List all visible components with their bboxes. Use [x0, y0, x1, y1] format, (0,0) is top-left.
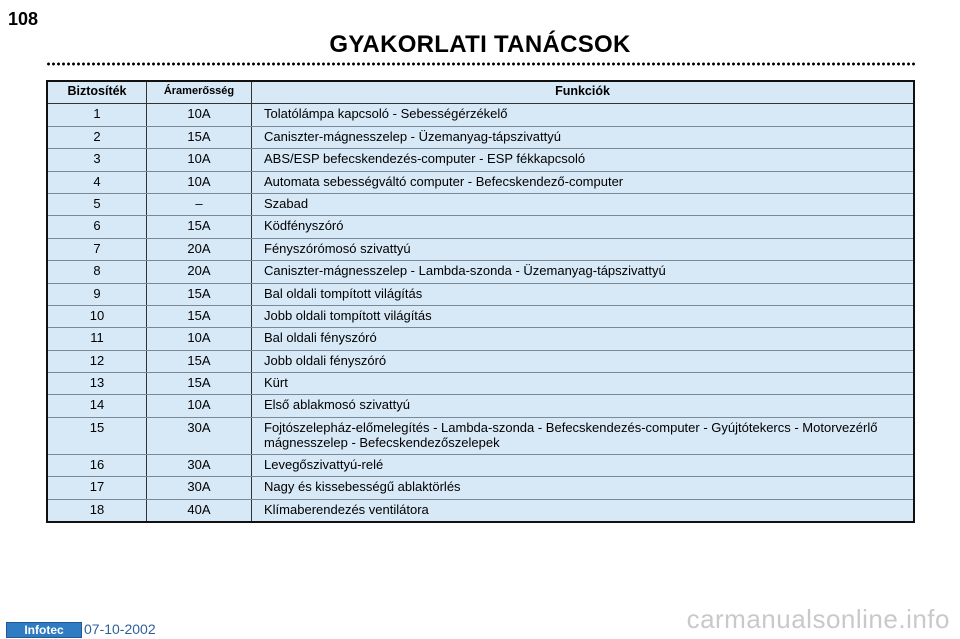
function-cell: Jobb oldali fényszóró: [252, 350, 915, 372]
fuse-number-cell: 6: [47, 216, 147, 238]
fuse-number-cell: 5: [47, 193, 147, 215]
fuse-number-cell: 9: [47, 283, 147, 305]
header-functions: Funkciók: [252, 81, 915, 104]
amperage-cell: 15A: [147, 305, 252, 327]
amperage-cell: 40A: [147, 499, 252, 522]
amperage-cell: 20A: [147, 261, 252, 283]
amperage-cell: 30A: [147, 477, 252, 499]
header-amperage: Áramerősség: [147, 81, 252, 104]
fuse-number-cell: 8: [47, 261, 147, 283]
fuse-number-cell: 3: [47, 149, 147, 171]
function-cell: Caniszter-mágnesszelep - Lambda-szonda - Üzemanyag-tápszivattyú: [252, 261, 915, 283]
table-row: [47, 238, 914, 260]
fuse-number-cell: 14: [47, 395, 147, 417]
table-row: [47, 261, 914, 283]
function-cell: Fényszórómosó szivattyú: [252, 238, 915, 260]
header-fuse: Biztosíték: [47, 81, 147, 104]
function-cell: Caniszter-mágnesszelep - Üzemanyag-tápszivattyú: [252, 126, 915, 148]
amperage-cell: 10A: [147, 149, 252, 171]
function-cell: Klímaberendezés ventilátora: [252, 499, 915, 522]
amperage-cell: 30A: [147, 417, 252, 454]
page-number: 108: [8, 9, 39, 29]
fuse-number-cell: 12: [47, 350, 147, 372]
amperage-cell: 15A: [147, 350, 252, 372]
amperage-cell: 15A: [147, 283, 252, 305]
fuse-table-body: [47, 104, 914, 522]
fuse-number-cell: 10: [47, 305, 147, 327]
table-row: [47, 171, 914, 193]
infotec-logo: Infotec: [6, 622, 82, 638]
amperage-cell: –: [147, 193, 252, 215]
amperage-cell: 15A: [147, 126, 252, 148]
function-cell: Első ablakmosó szivattyú: [252, 395, 915, 417]
function-cell: Fojtószelepház-előmelegítés - Lambda-szonda - Befecskendezés-computer - Gyújtótekercs - Motorvezérlő mágnesszelep - Befecskendezőszelepek: [252, 417, 915, 454]
function-cell: Szabad: [252, 193, 915, 215]
amperage-cell: 15A: [147, 216, 252, 238]
amperage-cell: 30A: [147, 454, 252, 476]
table-row: [47, 477, 914, 499]
function-cell: ABS/ESP befecskendezés-computer - ESP fékkapcsoló: [252, 149, 915, 171]
amperage-cell: 15A: [147, 373, 252, 395]
fuse-number-cell: 16: [47, 454, 147, 476]
table-header-row: [47, 81, 914, 104]
table-row: [47, 283, 914, 305]
function-cell: Ködfényszóró: [252, 216, 915, 238]
table-row: [47, 149, 914, 171]
function-cell: Nagy és kissebességű ablaktörlés: [252, 477, 915, 499]
table-row: [47, 126, 914, 148]
table-row: [47, 417, 914, 454]
table-row: [47, 328, 914, 350]
footer-date: 07-10-2002: [84, 621, 156, 637]
fuse-number-cell: 13: [47, 373, 147, 395]
amperage-cell: 20A: [147, 238, 252, 260]
watermark: carmanualsonline.info: [686, 604, 950, 634]
amperage-cell: 10A: [147, 328, 252, 350]
table-row: [47, 350, 914, 372]
table-row: [47, 104, 914, 126]
function-cell: Bal oldali fényszóró: [252, 328, 915, 350]
function-cell: Jobb oldali tompított világítás: [252, 305, 915, 327]
table-row: [47, 454, 914, 476]
fuse-number-cell: 1: [47, 104, 147, 126]
amperage-cell: 10A: [147, 171, 252, 193]
amperage-cell: 10A: [147, 395, 252, 417]
amperage-cell: 10A: [147, 104, 252, 126]
fuse-number-cell: 4: [47, 171, 147, 193]
function-cell: Tolatólámpa kapcsoló - Sebességérzékelő: [252, 104, 915, 126]
table-row: [47, 395, 914, 417]
fuse-number-cell: 7: [47, 238, 147, 260]
table-row: [47, 499, 914, 522]
table-row: [47, 373, 914, 395]
fuse-number-cell: 15: [47, 417, 147, 454]
function-cell: Automata sebességváltó computer - Befecskendező-computer: [252, 171, 915, 193]
fuse-number-cell: 11: [47, 328, 147, 350]
fuse-number-cell: 18: [47, 499, 147, 522]
function-cell: Kürt: [252, 373, 915, 395]
table-row: [47, 305, 914, 327]
page-title: GYAKORLATI TANÁCSOK: [329, 31, 631, 58]
table-row: [47, 216, 914, 238]
function-cell: Levegőszivattyú-relé: [252, 454, 915, 476]
fuse-number-cell: 2: [47, 126, 147, 148]
fuse-table: [46, 80, 915, 523]
table-row: [47, 193, 914, 215]
fuse-number-cell: 17: [47, 477, 147, 499]
function-cell: Bal oldali tompított világítás: [252, 283, 915, 305]
dotted-divider: [46, 62, 916, 66]
